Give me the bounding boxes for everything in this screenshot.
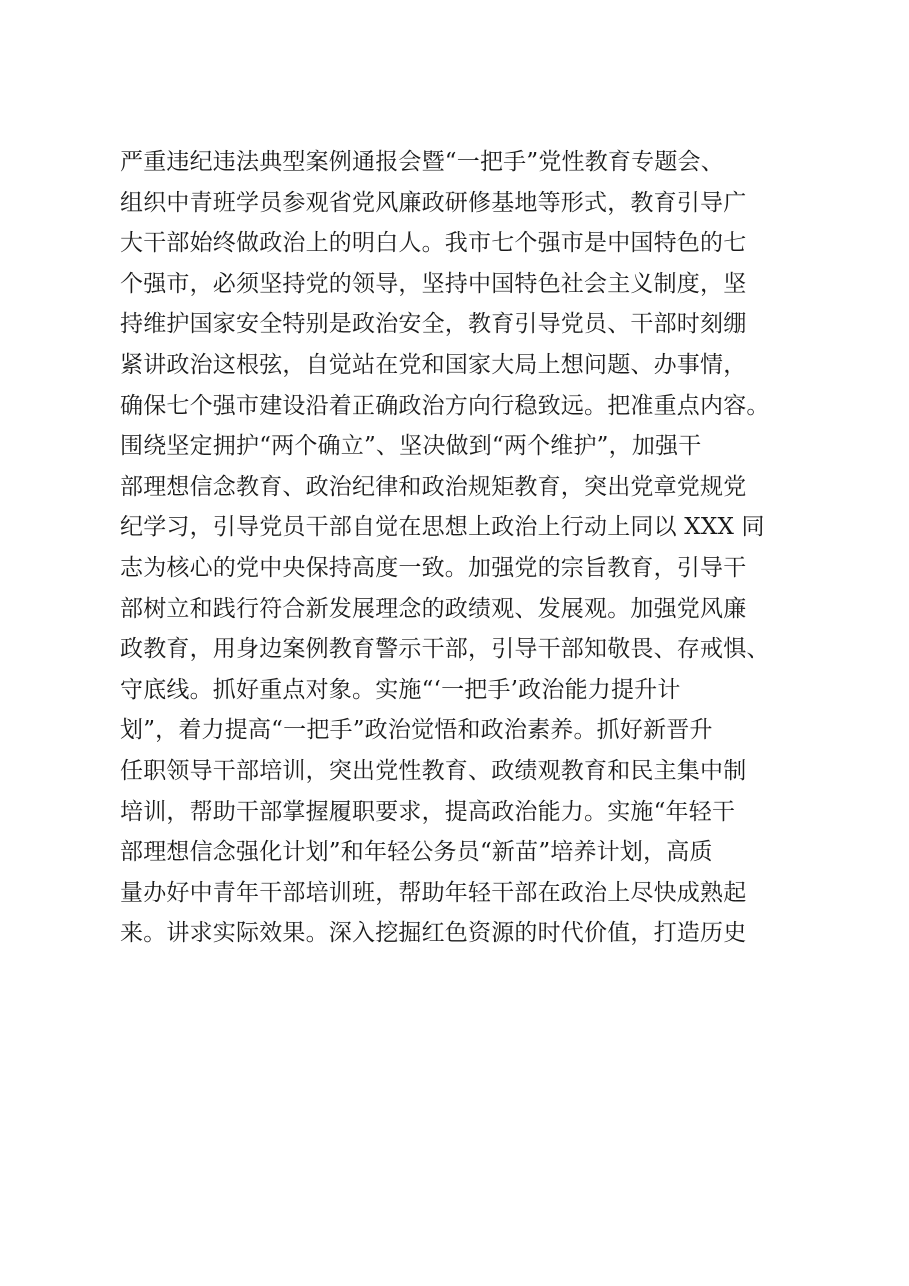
text-line-7: 确保七个强市建设沿着正确政治方向行稳致远。把准重点内容。 [120,392,770,419]
text-line-20: 来。讲求实际效果。深入挖掘红色资源的时代价值，打造历史 [120,920,747,947]
body-text [120,142,820,954]
text-line-15: 划”，着力提高“一把手”政治觉悟和政治素养。抓好新晋升 [120,717,713,744]
text-line-1: 严重违纪违法典型案例通报会暨“一把手”党性教育专题会、 [120,149,724,175]
text-line-13: 政教育，用身边案例教育警示干部，引导干部知敬畏、存戒惧、 [120,636,770,663]
text-line-16: 任职领导干部培训，突出党性教育、政绩观教育和民主集中制 [120,757,747,784]
text-line-9: 部理想信念教育、政治纪律和政治规矩教育，突出党章党规党 [120,473,747,500]
text-line-8: 围绕坚定拥护“两个确立”、坚决做到“两个维护”，加强干 [120,433,702,460]
text-line-3: 大干部始终做政治上的明白人。我市七个强市是中国特色的七 [120,230,747,257]
text-line-6: 紧讲政治这根弦，自觉站在党和国家大局上想问题、办事情， [120,351,747,378]
text-line-11: 志为核心的党中央保持高度一致。加强党的宗旨教育，引导干 [120,554,747,581]
text-line-5: 持维护国家安全特别是政治安全，教育引导党员、干部时刻绷 [120,311,747,338]
text-line-12: 部树立和践行符合新发展理念的政绩观、发展观。加强党风廉 [120,595,747,622]
text-line-10: 纪学习，引导党员干部自觉在思想上政治上行动上同以 XXX 同 [120,514,765,541]
text-line-17: 培训，帮助干部掌握履职要求，提高政治能力。实施“年轻干 [120,798,736,825]
text-line-2: 组织中青班学员参观省党风廉政研修基地等形式，教育引导广 [120,189,747,216]
text-line-14: 守底线。抓好重点对象。实施“‘一把手’政治能力提升计 [120,676,681,703]
text-line-4: 个强市，必须坚持党的领导，坚持中国特色社会主义制度，坚 [120,270,747,297]
text-line-18: 部理想信念强化计划”和年轻公务员“新苗”培养计划，高质 [120,839,713,866]
text-line-19: 量办好中青年干部培训班，帮助年轻干部在政治上尽快成熟起 [120,879,747,906]
